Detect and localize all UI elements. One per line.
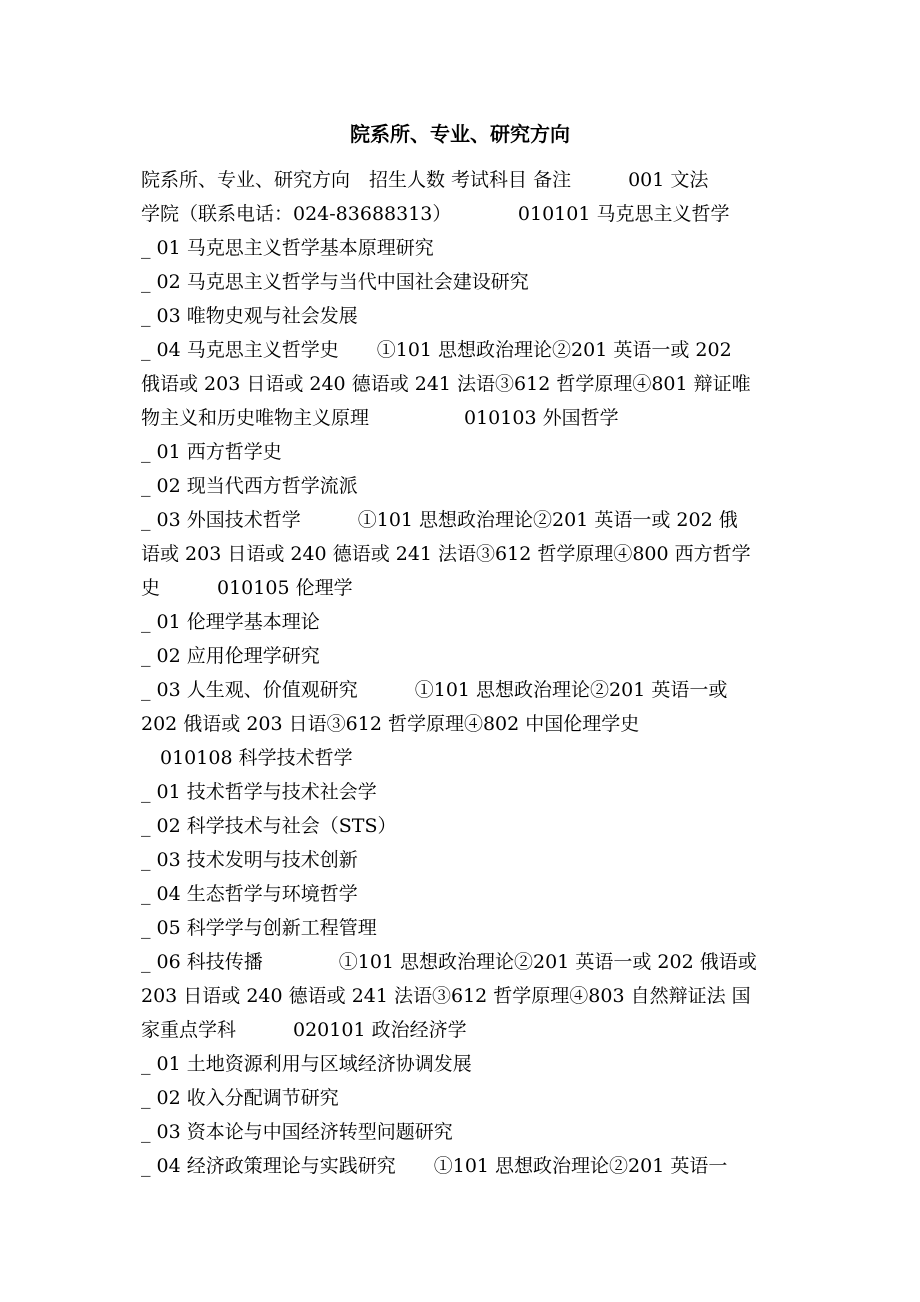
text-line: _ 01 马克思主义哲学基本原理研究	[141, 237, 434, 259]
text-line: 202 俄语或 203 日语③612 哲学原理④802 中国伦理学史	[141, 713, 640, 735]
document-title: 院系所、专业、研究方向	[350, 122, 570, 146]
text-line: _ 01 西方哲学史	[141, 441, 282, 463]
text-line: _ 01 技术哲学与技术社会学	[141, 781, 377, 803]
text-line: _ 06 科技传播 ①101 思想政治理论②201 英语一或 202 俄语或	[141, 951, 757, 973]
text-line: 203 日语或 240 德语或 241 法语③612 哲学原理④803 自然辩证法 国	[141, 985, 751, 1007]
text-line: _ 02 收入分配调节研究	[141, 1087, 339, 1109]
text-line: _ 05 科学学与创新工程管理	[141, 917, 377, 939]
text-line: _ 01 土地资源利用与区域经济协调发展	[141, 1053, 472, 1075]
text-line: _ 03 唯物史观与社会发展	[141, 305, 358, 327]
text-line: _ 03 外国技术哲学 ①101 思想政治理论②201 英语一或 202 俄	[141, 509, 738, 531]
text-line: _ 04 经济政策理论与实践研究 ①101 思想政治理论②201 英语一	[141, 1155, 728, 1177]
text-line: 010108 科学技术哲学	[141, 747, 353, 769]
text-line: _ 04 生态哲学与环境哲学	[141, 883, 358, 905]
text-line: 史 010105 伦理学	[141, 577, 353, 599]
text-line: _ 02 应用伦理学研究	[141, 645, 320, 667]
text-line: 俄语或 203 日语或 240 德语或 241 法语③612 哲学原理④801 辩证唯	[141, 373, 751, 395]
text-line: _ 02 科学技术与社会（STS）	[141, 815, 397, 837]
document-body	[141, 163, 781, 1183]
text-line: _ 03 技术发明与技术创新	[141, 849, 358, 871]
text-line: 院系所、专业、研究方向 招生人数 考试科目 备注 001 文法	[141, 169, 709, 191]
text-line: 语或 203 日语或 240 德语或 241 法语③612 哲学原理④800 西方哲学	[141, 543, 751, 565]
text-line: 物主义和历史唯物主义原理 010103 外国哲学	[141, 407, 619, 429]
text-line: _ 03 资本论与中国经济转型问题研究	[141, 1121, 453, 1143]
text-line: 家重点学科 020101 政治经济学	[141, 1019, 467, 1041]
text-line: 学院（联系电话：024-83688313） 010101 马克思主义哲学	[141, 203, 730, 225]
text-line: _ 02 马克思主义哲学与当代中国社会建设研究	[141, 271, 529, 293]
text-line: _ 01 伦理学基本理论	[141, 611, 320, 633]
text-line: _ 03 人生观、价值观研究 ①101 思想政治理论②201 英语一或	[141, 679, 728, 701]
text-line: _ 02 现当代西方哲学流派	[141, 475, 358, 497]
text-line: _ 04 马克思主义哲学史 ①101 思想政治理论②201 英语一或 202	[141, 339, 732, 361]
